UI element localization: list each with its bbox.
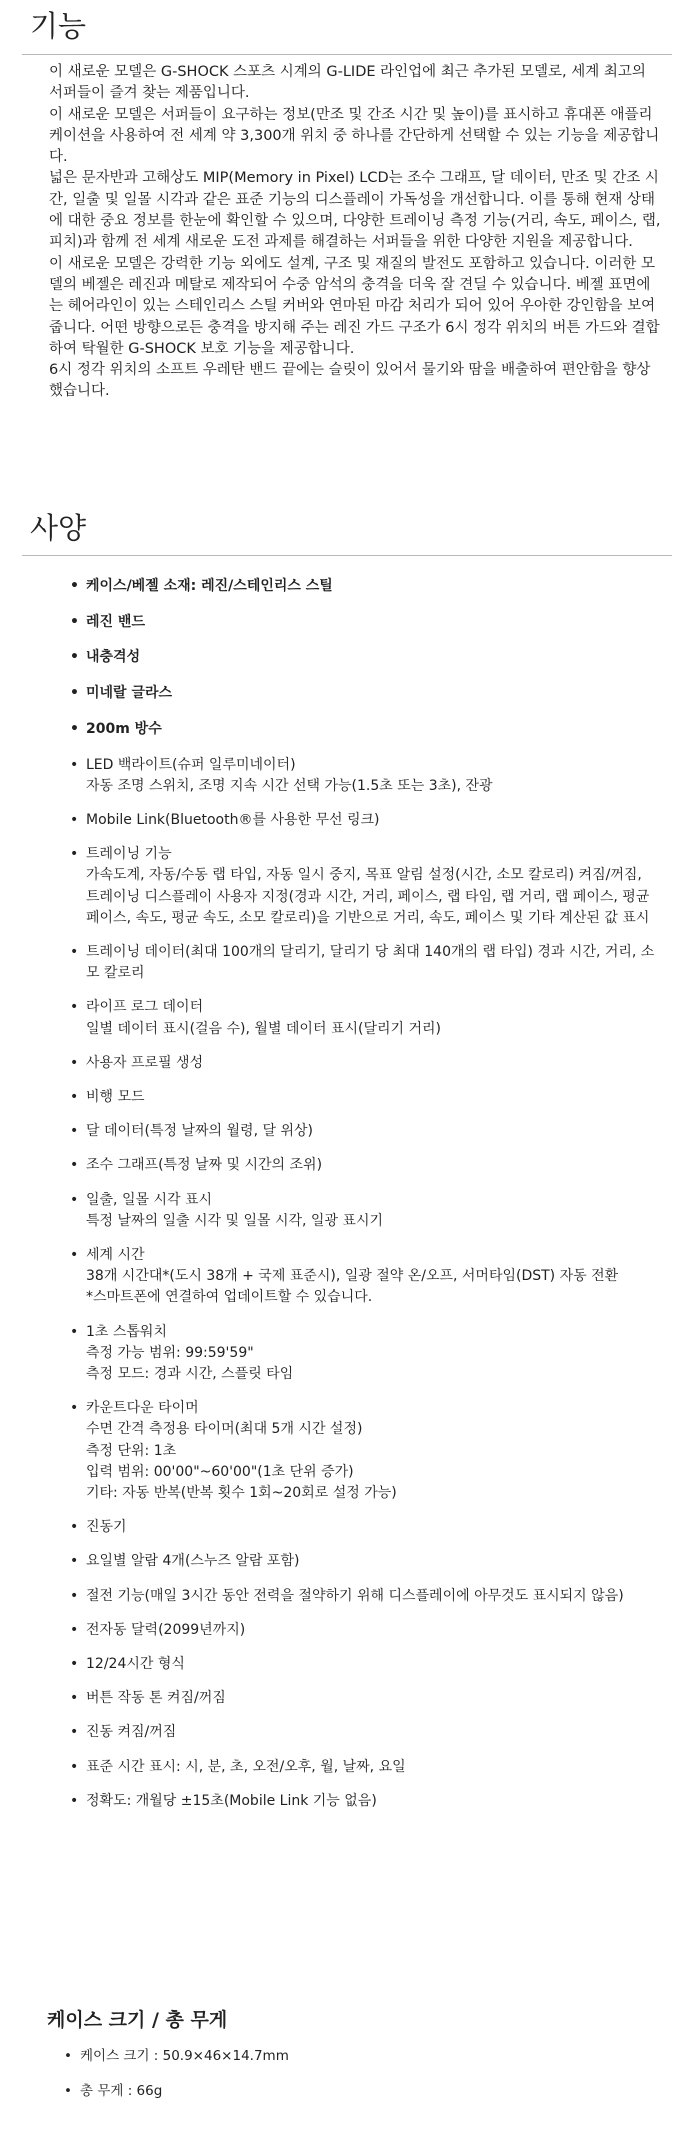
bullet-icon: •	[70, 1792, 79, 1809]
bullet-icon: •	[70, 649, 79, 666]
spec-item	[70, 1121, 656, 1142]
bullet-icon: •	[70, 999, 79, 1016]
case-size-text: 케이스 크기 : 50.9×46×14.7mm	[80, 2048, 289, 2064]
spec-item	[70, 1620, 656, 1641]
features-paragraph: 6시 정각 위치의 소프트 우레탄 밴드 끝에는 슬릿이 있어서 물기와 땀을 배출하여 편안함을 향상했습니다.	[49, 362, 651, 400]
spec-item	[70, 612, 656, 633]
size-weight-list	[64, 2046, 289, 2116]
spec-item	[70, 1517, 656, 1538]
features-paragraph: 이 새로운 모델은 서퍼들이 요구하는 정보(만조 및 간조 시간 및 높이)를 표시하고 휴대폰 애플리케이션을 사용하여 전 세계 약 3,300개 위치 중 하나를 간단하게 선택할 수 있는 기능을 제공합니다.	[49, 106, 660, 166]
spec-item	[70, 1398, 656, 1504]
spec-item-title: 내충격성	[86, 649, 141, 666]
spec-item	[70, 942, 656, 984]
spec-item	[70, 576, 656, 597]
spec-item-title: 레진 밴드	[86, 613, 145, 630]
bullet-icon: •	[70, 1690, 79, 1707]
spec-item-detail: 측정 단위: 1초	[86, 1442, 177, 1459]
spec-item	[70, 1722, 656, 1743]
bullet-icon: •	[70, 943, 79, 960]
spec-item	[70, 844, 656, 929]
bullet-icon: •	[70, 1587, 79, 1604]
spec-item	[70, 1190, 656, 1232]
features-heading: 기능	[30, 9, 87, 43]
spec-item	[70, 1791, 656, 1812]
spec-item	[70, 1155, 656, 1176]
spec-item-detail: 수면 간격 측정용 타이머(최대 5개 시간 설정)	[86, 1421, 363, 1438]
spec-item-title: 카운트다운 타이머	[86, 1400, 199, 1417]
spec-item-title: 정확도: 개월당 ±15초(Mobile Link 기능 없음)	[86, 1792, 377, 1809]
spec-item	[70, 683, 656, 704]
features-paragraph: 넓은 문자반과 고해상도 MIP(Memory in Pixel) LCD는 조수 그래프, 달 데이터, 만조 및 간조 시간, 일출 및 일몰 시각과 같은 표준 기능의 디스플레이 가독성을 개선합니다. 이를 통해 현재 상태에 대한 중요 정보를 한눈에 확인할 수 있으며, 다양한 트레이닝 측정 기능(거리, 속도, 페이스, 랩, 피치)과 함께 전 세계 새로운 도전 과제를 해결하는 서퍼들을 위한 다양한 지원을 제공합니다.	[49, 170, 661, 251]
spec-item-detail: 가속도계, 자동/수동 랩 타입, 자동 일시 중지, 목표 알림 설정(시간, 소모 칼로리) 켜짐/꺼짐, 트레이닝 디스플레이 사용자 지정(경과 시간, 거리, 페이스, 랩 타임, 랩 거리, 랩 페이스, 평균 페이스, 속도, 평균 속도, 소모 칼로리)을 기반으로 거리, 속도, 페이스 및 기타 계산된 값 표시	[86, 867, 650, 926]
bullet-icon: •	[70, 1400, 79, 1417]
spec-item	[70, 1551, 656, 1572]
size-weight-heading: 케이스 크기 / 총 무게	[47, 2009, 228, 2031]
spec-item-title: 진동 켜짐/꺼짐	[86, 1724, 177, 1741]
spec-item-title: 케이스/베젤 소재: 레진/스테인리스 스틸	[86, 578, 333, 594]
spec-item-title: 전자동 달력(2099년까지)	[86, 1621, 246, 1638]
bullet-icon: •	[70, 578, 79, 594]
specs-divider	[22, 555, 672, 556]
spec-item	[70, 1087, 656, 1108]
bullet-icon: •	[70, 1191, 79, 1208]
spec-item	[70, 1245, 656, 1309]
spec-item-title: 요일별 알람 4개(스누즈 알람 포함)	[86, 1553, 300, 1570]
bullet-icon: •	[70, 1088, 79, 1105]
spec-item-title: 미네랄 글라스	[86, 685, 173, 702]
bullet-icon: •	[70, 1553, 79, 1570]
spec-item-detail: 일별 데이터 표시(걸음 수), 월별 데이터 표시(달리기 거리)	[86, 1020, 441, 1037]
spec-item-title: Mobile Link(Bluetooth®를 사용한 무선 링크)	[86, 811, 380, 828]
bullet-icon: •	[64, 2083, 72, 2099]
spec-item	[70, 647, 656, 668]
total-weight-text: 총 무게 : 66g	[80, 2083, 163, 2099]
features-paragraph: 이 새로운 모델은 G-SHOCK 스포츠 시계의 G-LIDE 라인업에 최근 추가된 모델로, 세계 최고의 서퍼들이 즐겨 찾는 제품입니다.	[49, 64, 646, 102]
spec-item	[70, 1586, 656, 1607]
spec-item-title: 트레이닝 기능	[86, 846, 172, 863]
spec-item-detail: *스마트폰에 연결하여 업데이트할 수 있습니다.	[86, 1289, 373, 1306]
bullet-icon: •	[70, 1054, 79, 1071]
spec-item-title: 라이프 로그 데이터	[86, 999, 204, 1016]
spec-item-detail: 측정 모드: 경과 시간, 스플릿 타임	[86, 1365, 294, 1382]
bullet-icon: •	[70, 1758, 79, 1775]
spec-item-title: 일출, 일몰 시각 표시	[86, 1191, 212, 1208]
bullet-icon: •	[70, 811, 79, 828]
spec-item-title: 진동기	[86, 1519, 127, 1536]
bullet-icon: •	[70, 1157, 79, 1174]
spec-item	[70, 1322, 656, 1386]
bullet-icon: •	[70, 846, 79, 863]
size-item	[64, 2046, 289, 2066]
bullet-icon: •	[70, 1123, 79, 1140]
spec-item-title: 표준 시간 표시: 시, 분, 초, 오전/오후, 월, 날짜, 요일	[86, 1758, 406, 1775]
bullet-icon: •	[70, 756, 79, 773]
bullet-icon: •	[70, 1323, 79, 1340]
features-divider	[22, 54, 672, 55]
spec-item-detail: 특정 날짜의 일출 시각 및 일몰 시각, 일광 표시기	[86, 1212, 384, 1229]
bullet-icon: •	[70, 720, 79, 737]
bullet-icon: •	[70, 1724, 79, 1741]
spec-item	[70, 755, 656, 797]
spec-item-title: 12/24시간 형식	[86, 1656, 185, 1673]
bullet-icon: •	[70, 1656, 79, 1673]
spec-item	[70, 719, 656, 740]
spec-item	[70, 997, 656, 1039]
spec-item-detail: 기타: 자동 반복(반복 횟수 1회~20회로 설정 가능)	[86, 1485, 397, 1501]
spec-item-title: 절전 기능(매일 3시간 동안 전력을 절약하기 위해 디스플레이에 아무것도 표시되지 않음)	[86, 1587, 624, 1604]
spec-item	[70, 1053, 656, 1074]
features-description	[49, 62, 664, 403]
spec-item-title: 달 데이터(특정 날짜의 월령, 달 위상)	[86, 1123, 313, 1140]
bullet-icon: •	[70, 613, 79, 630]
spec-item-detail: 자동 조명 스위치, 조명 지속 시간 선택 가능(1.5초 또는 3초), 잔광	[86, 777, 493, 794]
spec-item-title: 비행 모드	[86, 1088, 145, 1105]
spec-item-title: 사용자 프로필 생성	[86, 1054, 204, 1071]
spec-item-title: 조수 그래프(특정 날짜 및 시간의 조위)	[86, 1157, 323, 1174]
features-paragraph: 이 새로운 모델은 강력한 기능 외에도 설계, 구조 및 재질의 발전도 포함하고 있습니다. 이러한 모델의 베젤은 레진과 메탈로 제작되어 수중 암석의 충격을 더욱 잘 견딜 수 있습니다. 베젤 표면에는 헤어라인이 있는 스테인리스 스틸 커버와 연마된 마감 처리가 되어 있어 우아한 강인함을 보여줍니다. 어떤 방향으로든 충격을 방지해 주는 레진 가드 구조가 6시 정각 위치의 버튼 가드와 결합하여 탁월한 G-SHOCK 보호 기능을 제공합니다.	[49, 255, 660, 357]
spec-list	[70, 576, 656, 1825]
spec-item-detail: 입력 범위: 00'00"~60'00"(1초 단위 증가)	[86, 1463, 354, 1480]
spec-item-title: 1초 스톱워치	[86, 1323, 167, 1340]
spec-item	[70, 1757, 656, 1778]
size-item	[64, 2081, 289, 2101]
spec-item-title: LED 백라이트(슈퍼 일루미네이터)	[86, 756, 296, 773]
spec-item-title: 세계 시간	[86, 1246, 145, 1263]
bullet-icon: •	[70, 685, 79, 702]
spec-item-detail: 측정 가능 범위: 99:59'59"	[86, 1344, 254, 1361]
spec-item-title: 버튼 작동 톤 켜짐/꺼짐	[86, 1690, 226, 1707]
spec-item-title: 트레이닝 데이터(최대 100개의 달리기, 달리기 당 최대 140개의 랩 타입) 경과 시간, 거리, 소모 칼로리	[86, 943, 655, 982]
spec-item	[70, 1688, 656, 1709]
spec-item	[70, 1654, 656, 1675]
bullet-icon: •	[70, 1519, 79, 1536]
bullet-icon: •	[64, 2048, 72, 2064]
specs-heading: 사양	[30, 511, 87, 545]
spec-item-detail: 38개 시간대*(도시 38개 + 국제 표준시), 일광 절약 온/오프, 서머타임(DST) 자동 전환	[86, 1268, 619, 1285]
bullet-icon: •	[70, 1621, 79, 1638]
spec-item-title: 200m 방수	[86, 720, 162, 737]
bullet-icon: •	[70, 1246, 79, 1263]
spec-item	[70, 810, 656, 831]
